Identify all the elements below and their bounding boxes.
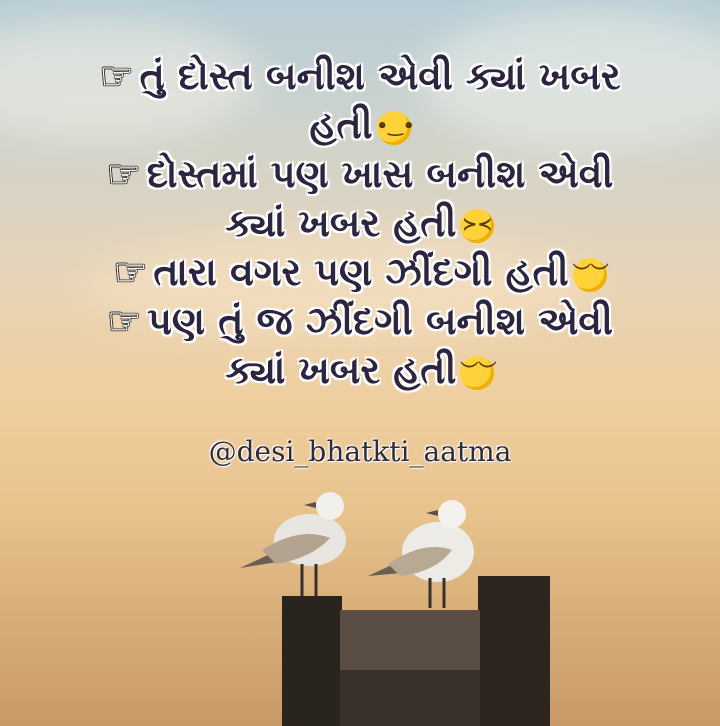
quote-line (0, 101, 720, 150)
quote-line-text: પણ તું જ ઝીંદગી બનીશ એવી (147, 299, 613, 343)
quote-line (0, 52, 720, 101)
quote-line-text: ક્યાં ખબર હતી (225, 348, 457, 392)
emoji-face-icon: •‿• (377, 111, 411, 145)
author-handle: @desi_bhatkti_aatma (208, 435, 512, 468)
post-left (282, 596, 342, 726)
post-right (478, 576, 550, 726)
quote-text (0, 52, 720, 395)
quote-line (0, 297, 720, 346)
pointing-hand-icon: ☞ (113, 250, 148, 294)
seagulls-on-post (0, 480, 720, 726)
post-board-lower (340, 670, 480, 726)
emoji-face-icon: ︶︶ (460, 356, 494, 390)
quote-line (0, 150, 720, 199)
quote-line-text: દોસ્તમાં પણ ખાસ બનીશ એવી (146, 152, 614, 196)
post-board (340, 610, 480, 670)
emoji-face-icon: ︶︶ (573, 258, 607, 292)
quote-line-text: ક્યાં ખબર હતી (225, 201, 457, 245)
emoji-face-icon: ≻≺ (460, 209, 494, 243)
quote-line-text: હતી (309, 103, 373, 147)
seagull-right (368, 500, 474, 608)
pointing-hand-icon: ☞ (107, 299, 142, 343)
pointing-hand-icon: ☞ (99, 54, 134, 98)
quote-line (0, 248, 720, 297)
quote-line-text: તારા વગર પણ ઝીંદગી હતી (153, 250, 569, 294)
seagull-left (240, 492, 346, 596)
quote-line-text: તું દોસ્ત બનીશ એવી ક્યાં ખબર (139, 54, 621, 98)
quote-line (0, 199, 720, 248)
pointing-hand-icon: ☞ (106, 152, 141, 196)
quote-line (0, 346, 720, 395)
